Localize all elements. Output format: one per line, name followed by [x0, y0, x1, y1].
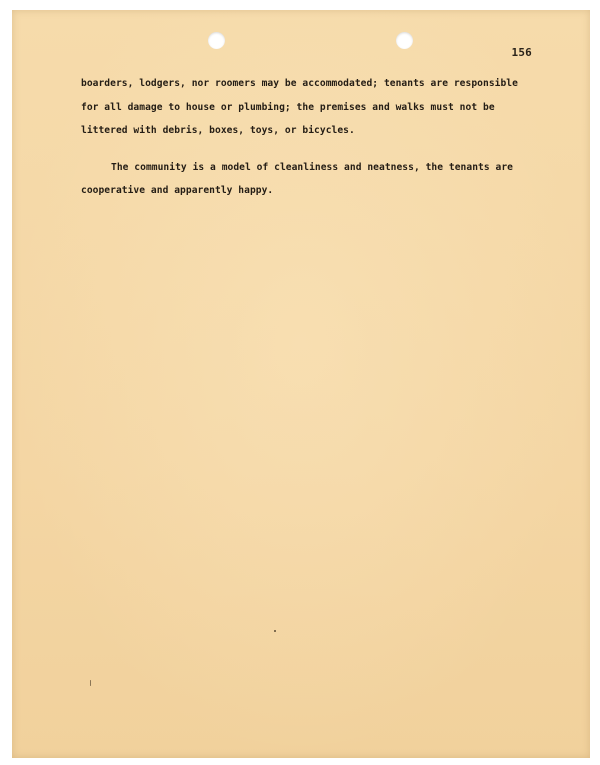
text-line: cooperative and apparently happy.	[81, 185, 274, 196]
body-text	[81, 72, 561, 203]
document-page	[12, 10, 590, 758]
text-line: for all damage to house or plumbing; the premises and walks must not be	[81, 101, 495, 113]
text-line: The community is a model of cleanliness and neatness, the tenants are	[111, 161, 513, 173]
punch-hole-left	[208, 32, 225, 49]
text-line: littered with debris, boxes, toys, or bicycles.	[81, 125, 355, 136]
text-line: boarders, lodgers, nor roomers may be accommodated; tenants are responsible	[81, 78, 518, 89]
page-number: 156	[511, 46, 532, 59]
paragraph-1	[81, 72, 561, 143]
punch-hole-right	[396, 32, 413, 49]
paragraph-2	[81, 156, 561, 203]
paper-speck	[274, 630, 276, 632]
paper-mark	[90, 680, 91, 686]
